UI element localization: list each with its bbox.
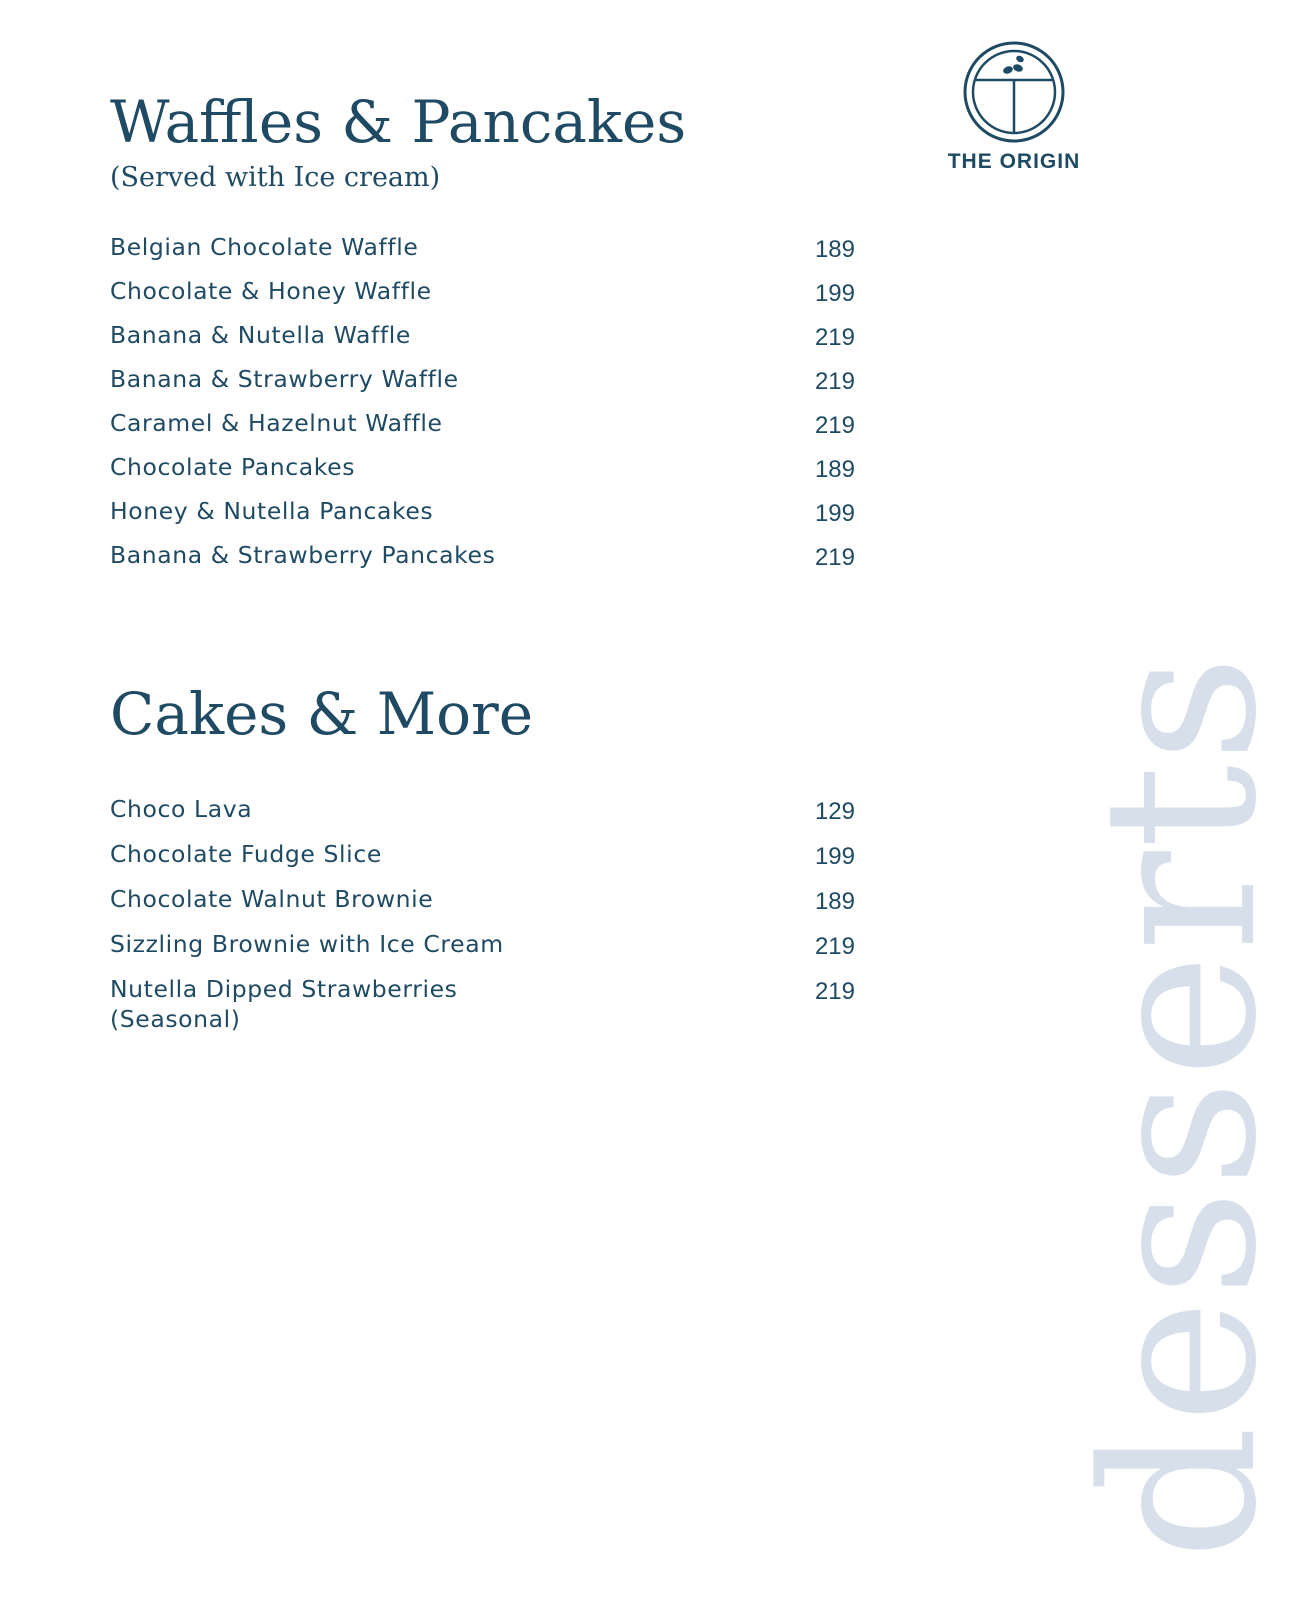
menu-list [110, 794, 855, 1044]
menu-item [110, 364, 855, 408]
item-price: 189 [814, 456, 855, 483]
item-price: 129 [814, 798, 855, 825]
item-price: 199 [814, 500, 855, 527]
menu-item [110, 884, 855, 929]
item-price: 199 [814, 843, 855, 870]
item-price: 219 [814, 412, 855, 439]
desserts-watermark: desserts [1058, 652, 1303, 1560]
menu-item [110, 452, 855, 496]
item-name: Chocolate Pancakes [110, 453, 356, 481]
section-title: Cakes & More [110, 680, 534, 748]
coffee-bean-t-icon [962, 40, 1066, 144]
item-name-line: (Seasonal) [110, 1005, 241, 1033]
menu-item [110, 540, 855, 584]
menu-list [110, 232, 855, 584]
item-name: Chocolate Walnut Brownie [110, 885, 434, 913]
item-name: Chocolate & Honey Waffle [110, 277, 432, 305]
menu-item [110, 408, 855, 452]
item-name: Chocolate Fudge Slice [110, 840, 382, 868]
menu-item [110, 232, 855, 276]
item-name: Sizzling Brownie with Ice Cream [110, 930, 504, 958]
item-price: 219 [814, 933, 855, 960]
item-name: Belgian Chocolate Waffle [110, 233, 419, 261]
item-name: Banana & Strawberry Waffle [110, 365, 459, 393]
item-price: 219 [814, 544, 855, 571]
item-price: 219 [814, 368, 855, 395]
item-name: Choco Lava [110, 795, 253, 823]
item-price: 189 [814, 888, 855, 915]
menu-item [110, 276, 855, 320]
item-name-line: Nutella Dipped Strawberries [110, 975, 458, 1003]
item-price: 219 [814, 978, 855, 1005]
section-subtitle: (Served with Ice cream) [110, 162, 441, 193]
menu-item [110, 794, 855, 839]
item-name [110, 974, 458, 1034]
menu-item [110, 839, 855, 884]
section-title: Waffles & Pancakes [110, 88, 687, 156]
item-price: 199 [814, 280, 855, 307]
item-name: Honey & Nutella Pancakes [110, 497, 434, 525]
item-name: Caramel & Hazelnut Waffle [110, 409, 443, 437]
menu-item [110, 974, 855, 1044]
brand-logo [944, 40, 1084, 174]
menu-item [110, 496, 855, 540]
brand-name: THE ORIGIN [947, 150, 1081, 173]
item-name: Banana & Strawberry Pancakes [110, 541, 496, 569]
menu-item [110, 320, 855, 364]
item-price: 189 [814, 236, 855, 263]
item-name: Banana & Nutella Waffle [110, 321, 411, 349]
item-price: 219 [814, 324, 855, 351]
menu-item [110, 929, 855, 974]
